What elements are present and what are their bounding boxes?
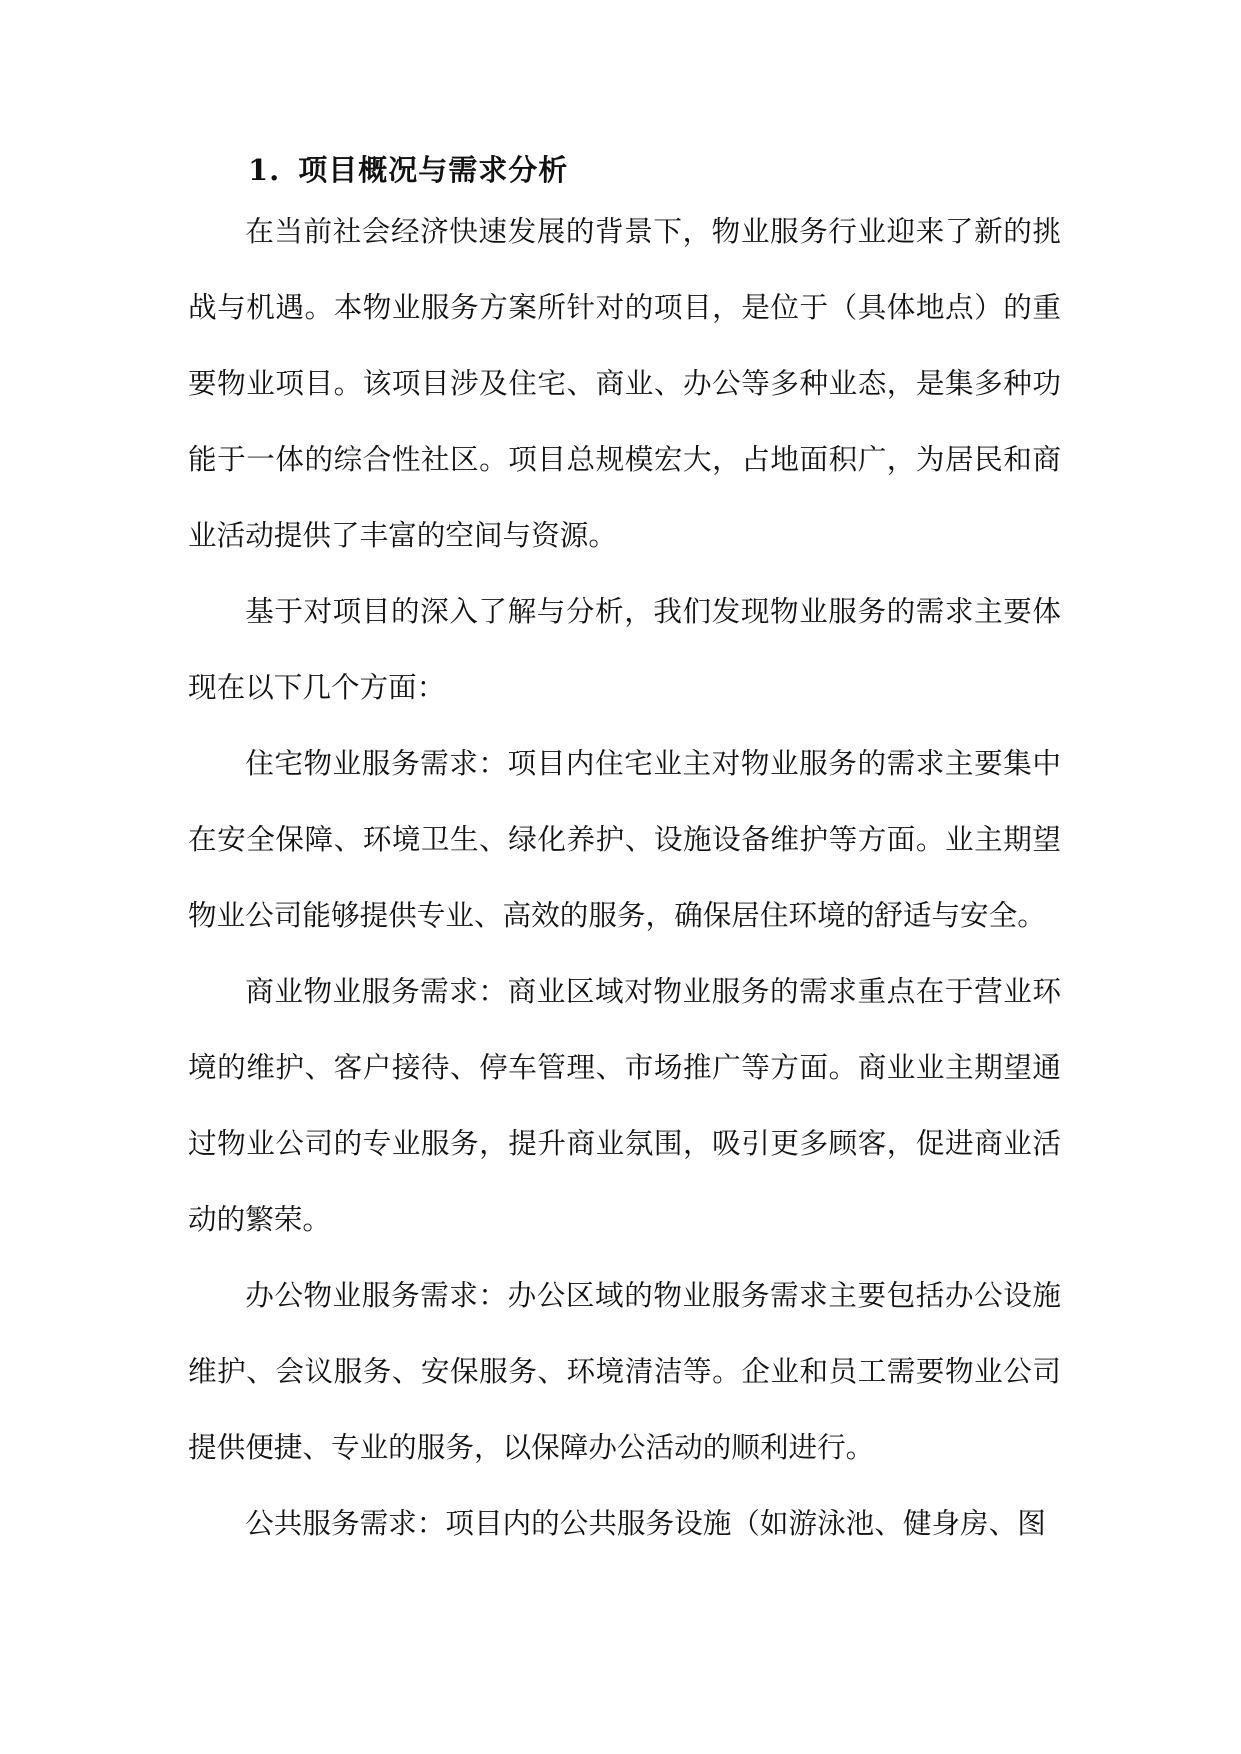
paragraph-residential-needs: 住宅物业服务需求：项目内住宅业主对物业服务的需求主要集中在安全保障、环境卫生、绿化养护、设施设备维护等方面。业主期望物业公司能够提供专业、高效的服务，确保居住环境的舒适与安全。 (188, 746, 1061, 932)
paragraph-needs-intro: 基于对项目的深入了解与分析，我们发现物业服务的需求主要体现在以下几个方面： (188, 594, 1061, 704)
section-heading (248, 148, 568, 189)
paragraph-project-background: 在当前社会经济快速发展的背景下，物业服务行业迎来了新的挑战与机遇。本物业服务方案所针对的项目，是位于（具体地点）的重要物业项目。该项目涉及住宅、商业、办公等多种业态，是集多种功能于一体的综合性社区。项目总规模宏大，占地面积广，为居民和商业活动提供了丰富的空间与资源。 (188, 214, 1061, 552)
paragraph-office-needs: 办公物业服务需求：办公区域的物业服务需求主要包括办公设施维护、会议服务、安保服务、环境清洁等。企业和员工需要物业公司提供便捷、专业的服务，以保障办公活动的顺利进行。 (188, 1278, 1061, 1464)
section-title: 项目概况与需求分析 (298, 153, 569, 187)
paragraph-commercial-needs: 商业物业服务需求：商业区域对物业服务的需求重点在于营业环境的维护、客户接待、停车管理、市场推广等方面。商业业主期望通过物业公司的专业服务，提升商业氛围，吸引更多顾客，促进商业活动的繁荣。 (188, 974, 1061, 1236)
paragraph-public-service-needs: 公共服务需求：项目内的公共服务设施（如游泳池、健身房、图 (245, 1506, 1046, 1540)
section-number: 1. (248, 153, 281, 187)
